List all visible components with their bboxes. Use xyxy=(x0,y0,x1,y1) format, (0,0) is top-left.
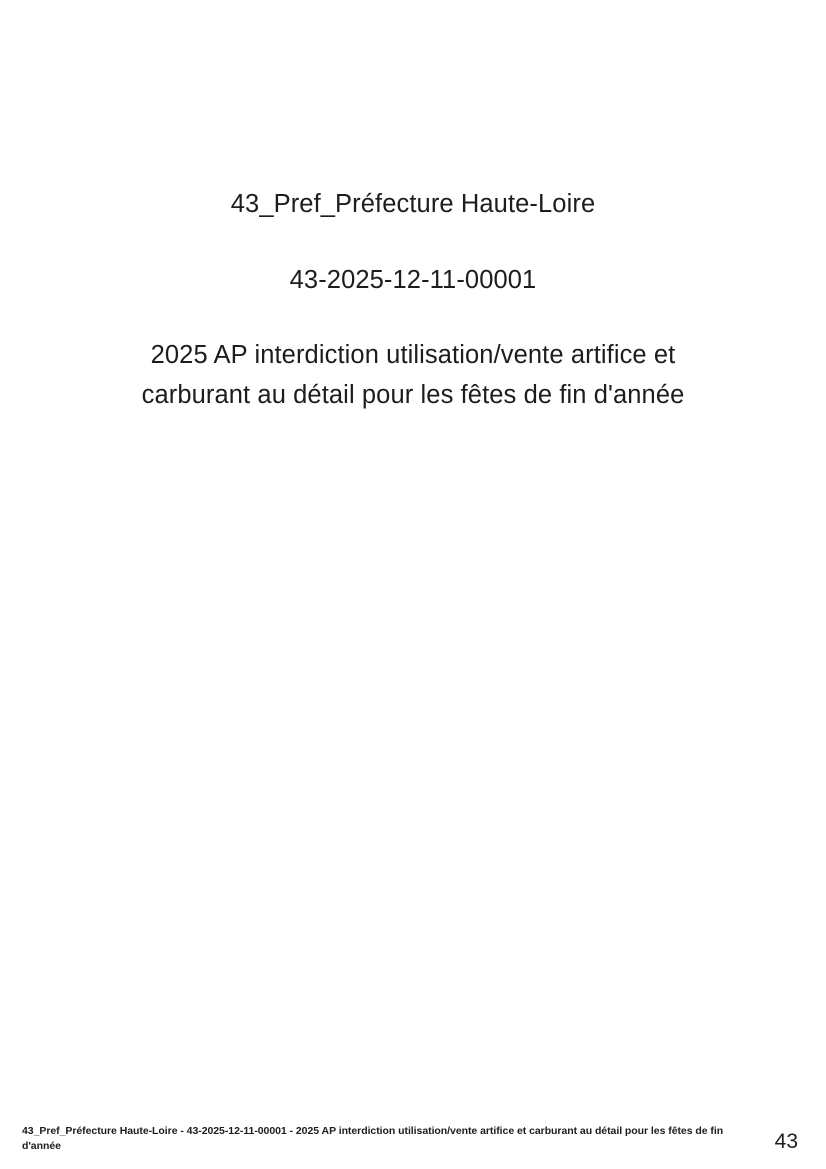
page-number: 43 xyxy=(774,1130,798,1153)
spacer-1 xyxy=(53,225,773,261)
document-content xyxy=(0,0,826,415)
footer-text: 43_Pref_Préfecture Haute-Loire - 43-2025-12-11-00001 - 2025 AP interdiction utilisation/vente artifice et carburant au détail pour les fêtes de fin d'année xyxy=(22,1125,724,1152)
title-block xyxy=(53,185,773,415)
subject-line-1: 2025 AP interdiction utilisation/vente artifice et xyxy=(150,341,676,370)
heading-author: 43_Pref_Préfecture Haute-Loire xyxy=(230,190,596,218)
subject-line-2: carburant au détail pour les fêtes de fin d'année xyxy=(141,380,685,409)
spacer-2 xyxy=(53,300,773,336)
page-footer xyxy=(22,1124,742,1153)
reference-number: 43-2025-12-11-00001 xyxy=(289,265,537,294)
